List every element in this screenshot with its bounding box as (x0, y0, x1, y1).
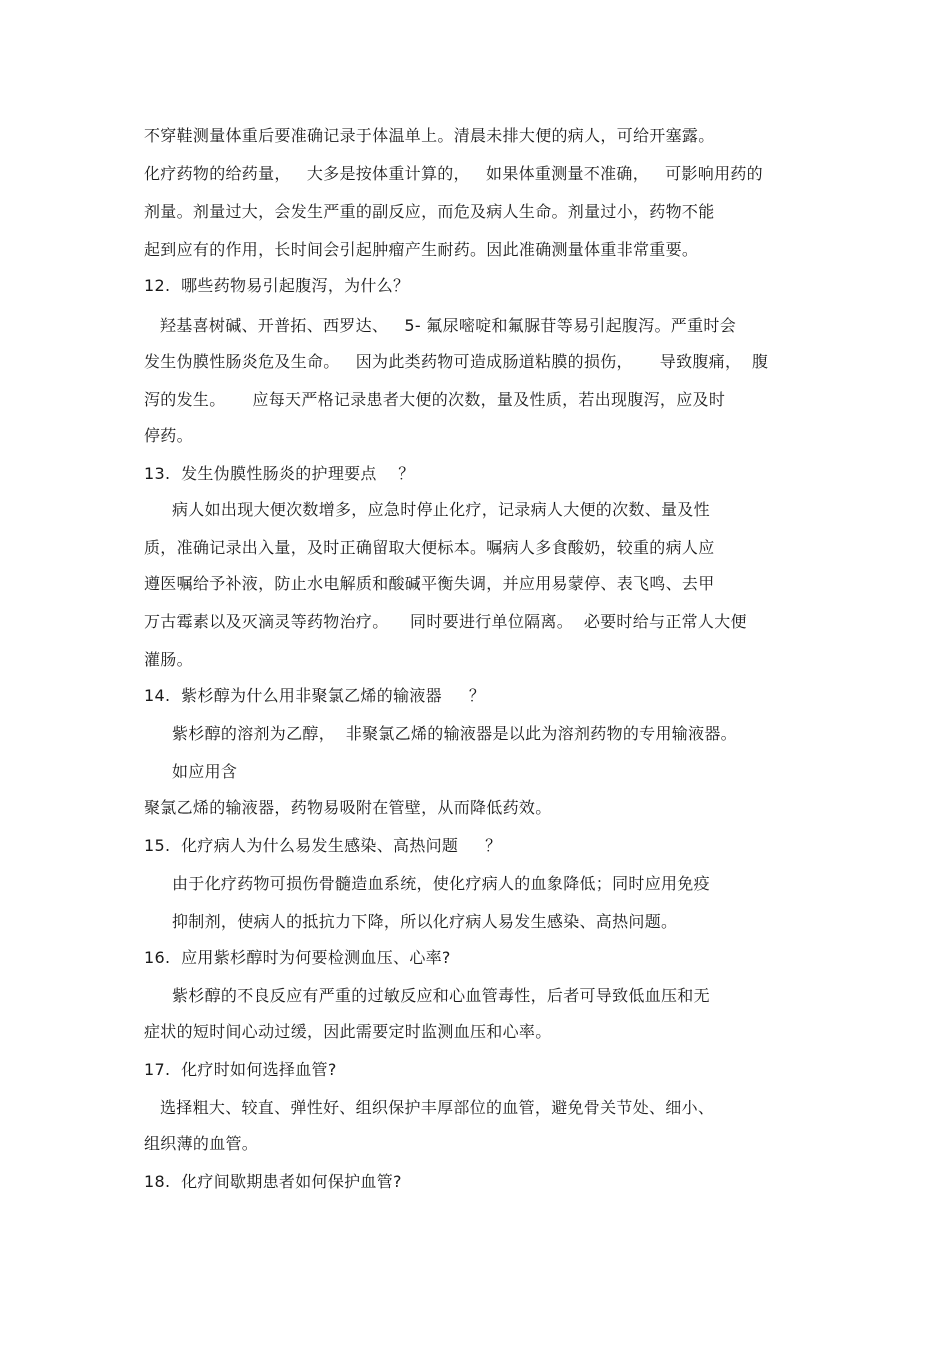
text-line: 化疗药物的给药量， 大多是按体重计算的， 如果体重测量不准确， 可影响用药的 (144, 164, 763, 183)
question-heading: 16. 应用紫杉醇时为何要检测血压、心率? (144, 948, 451, 967)
text-line: 羟基喜树碱、开普拓、西罗达、 5- 氟尿嘧啶和氟脲苷等易引起腹泻。严重时会 (160, 316, 736, 335)
text-line: 由于化疗药物可损伤骨髓造血系统，使化疗病人的血象降低；同时应用免疫 (172, 874, 710, 893)
text-line: 抑制剂，使病人的抵抗力下降，所以化疗病人易发生感染、高热问题。 (172, 912, 678, 931)
text-line: 泻的发生。 应每天严格记录患者大便的次数，量及性质，若出现腹泻，应及时 (144, 390, 726, 409)
question-heading: 15. 化疗病人为什么易发生感染、高热问题 ？ (144, 836, 502, 855)
question-heading: 17. 化疗时如何选择血管? (144, 1060, 337, 1079)
question-heading: 13. 发生伪膜性肠炎的护理要点 ？ (144, 464, 415, 483)
question-heading: 14. 紫杉醇为什么用非聚氯乙烯的输液器 ？ (144, 686, 486, 705)
text-line: 聚氯乙烯的输液器，药物易吸附在管壁，从而降低药效。 (144, 798, 552, 817)
text-line: 如应用含 (172, 762, 238, 781)
text-line: 选择粗大、较直、弹性好、组织保护丰厚部位的血管，避免骨关节处、细小、 (160, 1098, 715, 1117)
question-heading: 18. 化疗间歇期患者如何保护血管? (144, 1172, 402, 1191)
question-heading: 12. 哪些药物易引起腹泻，为什么？ (144, 276, 410, 295)
text-line: 不穿鞋测量体重后要准确记录于体温单上。清晨未排大便的病人，可给开塞露。 (144, 126, 715, 145)
text-line: 停药。 (144, 426, 193, 445)
text-line: 紫杉醇的溶剂为乙醇， 非聚氯乙烯的输液器是以此为溶剂药物的专用输液器。 (172, 724, 737, 743)
text-line: 万古霉素以及灭滴灵等药物治疗。 同时要进行单位隔离。 必要时给与正常人大便 (144, 612, 747, 631)
text-line: 组织薄的血管。 (144, 1134, 259, 1153)
text-line: 质，准确记录出入量，及时正确留取大便标本。嘱病人多食酸奶，较重的病人应 (144, 538, 715, 557)
text-line: 发生伪膜性肠炎危及生命。 因为此类药物可造成肠道粘膜的损伤， 导致腹痛， 腹 (144, 352, 769, 371)
text-line: 紫杉醇的不良反应有严重的过敏反应和心血管毒性，后者可导致低血压和无 (172, 986, 710, 1005)
text-line: 起到应有的作用，长时间会引起肿瘤产生耐药。因此准确测量体重非常重要。 (144, 240, 699, 259)
text-line: 遵医嘱给予补液，防止水电解质和酸碱平衡失调，并应用易蒙停、表飞鸣、去甲 (144, 574, 715, 593)
text-line: 灌肠。 (144, 650, 193, 669)
text-line: 剂量。剂量过大，会发生严重的副反应，而危及病人生命。剂量过小，药物不能 (144, 202, 715, 221)
text-line: 症状的短时间心动过缓，因此需要定时监测血压和心率。 (144, 1022, 552, 1041)
text-line: 病人如出现大便次数增多，应急时停止化疗，记录病人大便的次数、量及性 (172, 500, 710, 519)
